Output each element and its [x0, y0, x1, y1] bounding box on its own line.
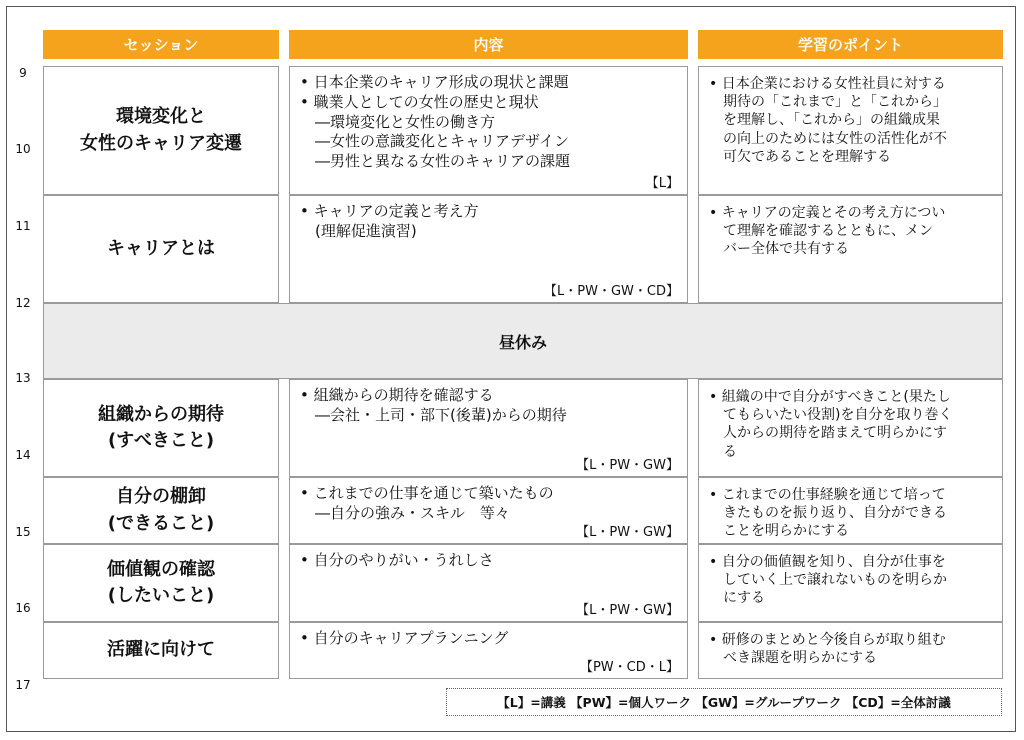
content-text: • 組織からの期待を確認する ―会社・上司・部下(後輩)からの期待 — [300, 386, 567, 424]
content-text: • キャリアの定義と考え方 (理解促進演習) — [300, 202, 479, 240]
content-cell — [289, 66, 688, 195]
method-tag: 【L】 — [645, 175, 679, 191]
session-title-line: 女性のキャリア変遷 — [80, 132, 242, 154]
method-tag: 【L・PW・GW】 — [576, 524, 679, 540]
method-tag: 【PW・CD・L】 — [579, 659, 679, 675]
session-title-line: (したいこと) — [107, 585, 215, 606]
point-text: • キャリアの定義とその考え方につい て理解を確認するとともに、メン バー全体で共有する — [709, 205, 946, 258]
session-title-line: (すべきこと) — [107, 430, 215, 451]
session-title-line: 活躍に向けて — [107, 639, 215, 661]
session-cell — [43, 622, 279, 679]
content-text: • 自分のキャリアプランニング — [300, 629, 509, 647]
point-text: • 日本企業における女性社員に対する 期待の「これまで」と「これから」 を理解し、「これから」の組織成果 の向上のためには女性の活性化が不 可欠であることを理解する — [709, 76, 947, 165]
hour-label: 13 — [15, 371, 31, 385]
session-title-line: 環境変化と — [116, 106, 206, 128]
session-title-line: 組織からの期待 — [98, 403, 224, 425]
content-cell — [289, 544, 688, 622]
content-cell — [289, 379, 688, 477]
point-text: • 研修のまとめと今後自らが取り組む べき課題を明らかにする — [709, 632, 946, 667]
hour-label: 15 — [15, 525, 31, 539]
hour-label: 16 — [15, 601, 31, 615]
method-tag: 【L・PW・GW・CD】 — [544, 283, 679, 299]
point-cell — [698, 379, 1003, 477]
session-cell — [43, 379, 279, 477]
session-title-line: キャリアとは — [107, 237, 215, 259]
point-cell — [698, 544, 1003, 622]
method-tag: 【L・PW・GW】 — [576, 602, 679, 618]
session-cell — [43, 66, 279, 195]
hour-label: 10 — [15, 142, 31, 156]
point-cell — [698, 622, 1003, 679]
content-text: • 自分のやりがい・うれしさ — [300, 551, 494, 569]
content-text: • これまでの仕事を通じて築いたもの ―自分の強み・スキル 等々 — [300, 484, 554, 522]
session-cell — [43, 544, 279, 622]
point-cell — [698, 477, 1003, 544]
method-legend: 【L】=講義 【PW】=個人ワーク 【GW】=グループワーク 【CD】=全体討議 — [446, 688, 1002, 716]
session-title-line: 価値観の確認 — [107, 558, 215, 580]
lunch-break: 昼休み — [43, 303, 1003, 379]
header-point: 学習のポイント — [698, 30, 1003, 59]
hour-label: 9 — [19, 66, 27, 80]
session-cell — [43, 477, 279, 544]
session-title-line: (できること) — [107, 512, 215, 534]
point-text: • 自分の価値観を知り、自分が仕事を していく上で譲れないものを明らか にする — [709, 554, 947, 607]
point-text: • これまでの仕事経験を通じて培って きたものを振り返り、自分ができる ことを明らかにする — [709, 487, 947, 540]
hour-label: 11 — [15, 219, 31, 233]
hour-label: 17 — [15, 678, 31, 692]
method-tag: 【L・PW・GW】 — [576, 457, 679, 473]
point-text: • 組織の中で自分がすべきこと(果たし てもらいたい役割)を自分を取り巻く 人からの期待を踏まえて明らかにす る — [709, 389, 953, 460]
content-text: • 日本企業のキャリア形成の現状と課題 • 職業人としての女性の歴史と現状 ―環境変化と女性の働き方 ―女性の意識変化とキャリアデザイン ―男性と異なる女性のキャリアの課題 — [300, 73, 571, 171]
point-cell — [698, 66, 1003, 195]
session-cell — [43, 195, 279, 303]
hour-label: 14 — [15, 448, 31, 462]
hour-label: 12 — [15, 296, 31, 310]
header-session: セッション — [43, 30, 279, 59]
content-cell — [289, 477, 688, 544]
session-title-line: 自分の棚卸 — [115, 486, 206, 508]
point-cell — [698, 195, 1003, 303]
header-content: 内容 — [289, 30, 688, 59]
content-cell — [289, 195, 688, 303]
content-cell — [289, 622, 688, 679]
